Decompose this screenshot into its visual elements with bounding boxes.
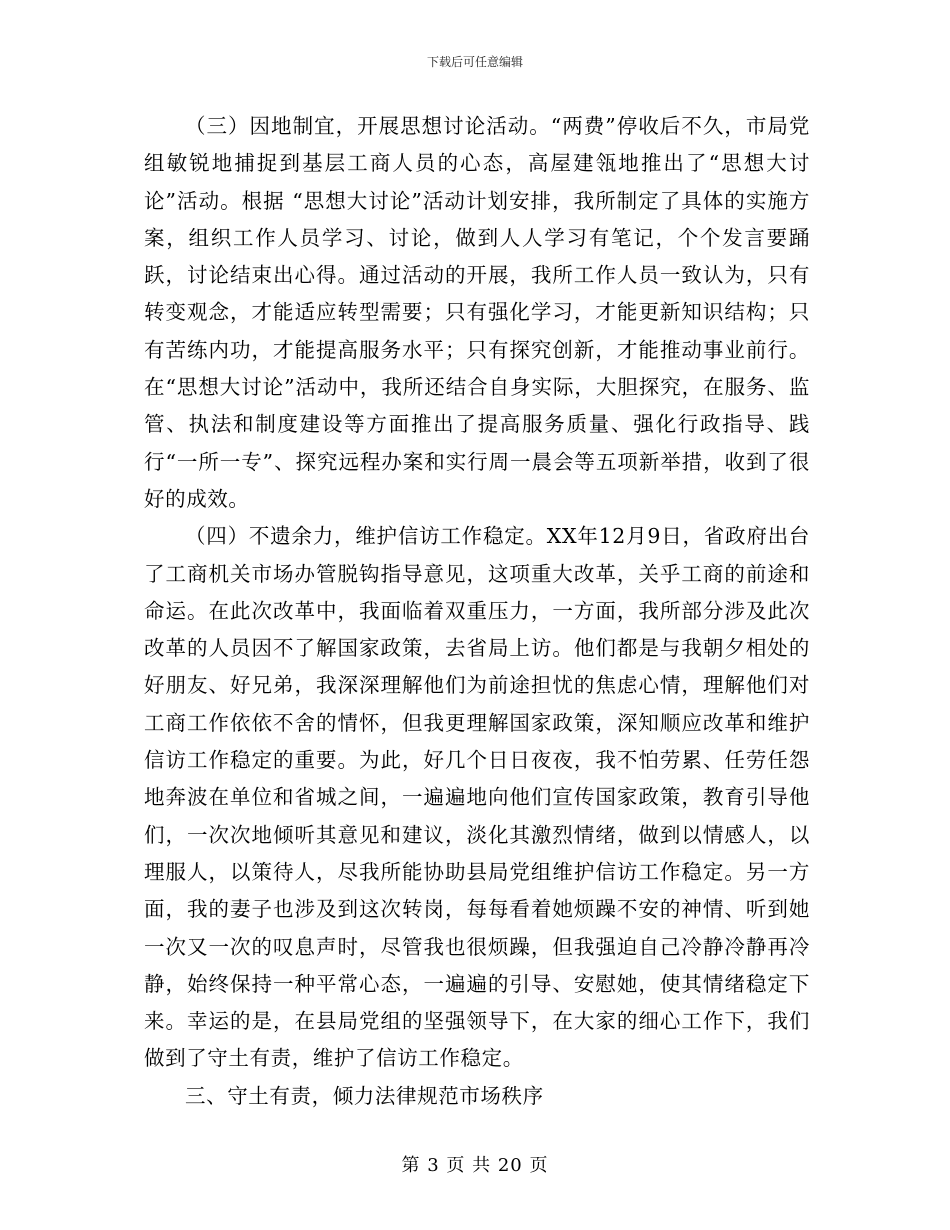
- page-header: 下载后可任意编辑: [426, 55, 523, 69]
- page-footer: 第 3 页 共 20 页: [401, 1155, 549, 1176]
- document-body: [144, 108, 810, 1115]
- paragraph-section-3: （三）因地制宜，开展思想讨论活动。“两费”停收后不久，市局党组敏锐地捕捉到基层工商人员的心态，高屋建瓴地推出了“思想大讨论”活动。根据 “思想大讨论”活动计划安排，我所制定了具体的实施方案，组织工作人员学习、讨论，做到人人学习有笔记，个个发言要踊跃，讨论结束出心得。通过活动的开展，我所工作人员一致认为，只有转变观念，才能适应转型需要；只有强化学习，才能更新知识结构；只有苦练内功，才能提高服务水平；只有探究创新，才能推动事业前行。在“思想大讨论”活动中，我所还结合自身实际，大胆探究，在服务、监管、执法和制度建设等方面推出了提高服务质量、强化行政指导、践行“一所一专”、探究远程办案和实行周一晨会等五项新举措，收到了很好的成效。: [144, 114, 810, 511]
- section-heading: 三、守土有责，倾力法律规范市场秩序: [185, 1083, 544, 1108]
- paragraph-section-4: （四）不遗余力，维护信访工作稳定。XX年12月9日，省政府出台了工商机关市场办管脱钩指导意见，这项重大改革，关乎工商的前途和命运。在此次改革中，我面临着双重压力，一方面，我所部分涉及此次改革的人员因不了解国家政策，去省局上访。他们都是与我朝夕相处的好朋友、好兄弟，我深深理解他们为前途担忧的焦虑心情，理解他们对工商工作依依不舍的情怀，但我更理解国家政策，深知顺应改革和维护信访工作稳定的重要。为此，好几个日日夜夜，我不怕劳累、任劳任怨地奔波在单位和省城之间，一遍遍地向他们宣传国家政策，教育引导他们，一次次地倾听其意见和建议，淡化其激烈情绪，做到以情感人，以理服人，以策待人，尽我所能协助县局党组维护信访工作稳定。另一方面，我的妻子也涉及到这次转岗，每每看着她烦躁不安的神情、听到她一次又一次的叹息声时，尽管我也很烦躁，但我强迫自己冷静冷静再冷静，始终保持一种平常心态，一遍遍的引导、安慰她，使其情绪稳定下来。幸运的是，在县局党组的坚强领导下，在大家的细心工作下，我们做到了守土有责，维护了信访工作稳定。: [144, 524, 810, 1071]
